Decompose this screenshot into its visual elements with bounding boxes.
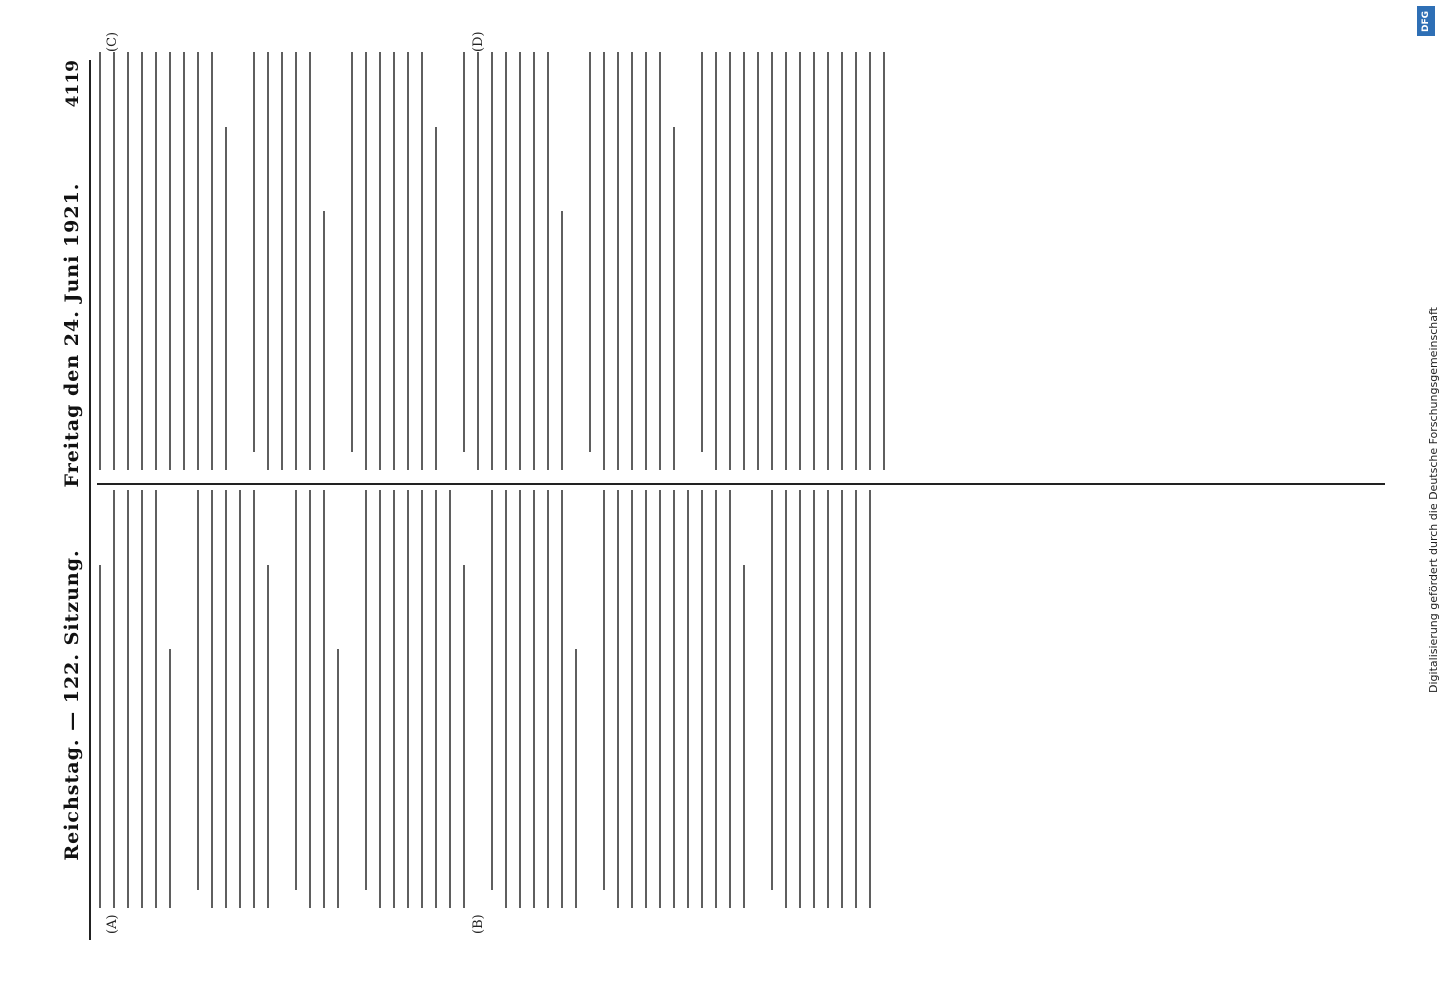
header-right-date: Freitag den 24. Juni 1921.	[61, 182, 83, 488]
margin-mark-a: (A)	[105, 914, 120, 934]
header-rule	[89, 60, 91, 940]
header-left-title: Reichstag. — 122. Sitzung.	[61, 549, 83, 861]
digitization-credit: Digitalisierung gefördert durch die Deutsche Forschungsgemeinschaft	[1427, 307, 1440, 693]
margin-mark-d: (D)	[471, 31, 486, 52]
dfg-logo-icon: DFG	[1417, 6, 1435, 36]
rotated-page	[27, 30, 1407, 970]
column-divider	[97, 483, 1385, 485]
margin-mark-c: (C)	[105, 31, 120, 52]
text-column-right	[99, 52, 1381, 470]
text-column-left	[99, 490, 1381, 908]
page-number: 4119	[63, 60, 83, 108]
page-header	[55, 60, 85, 940]
margin-mark-b: (B)	[471, 914, 486, 934]
